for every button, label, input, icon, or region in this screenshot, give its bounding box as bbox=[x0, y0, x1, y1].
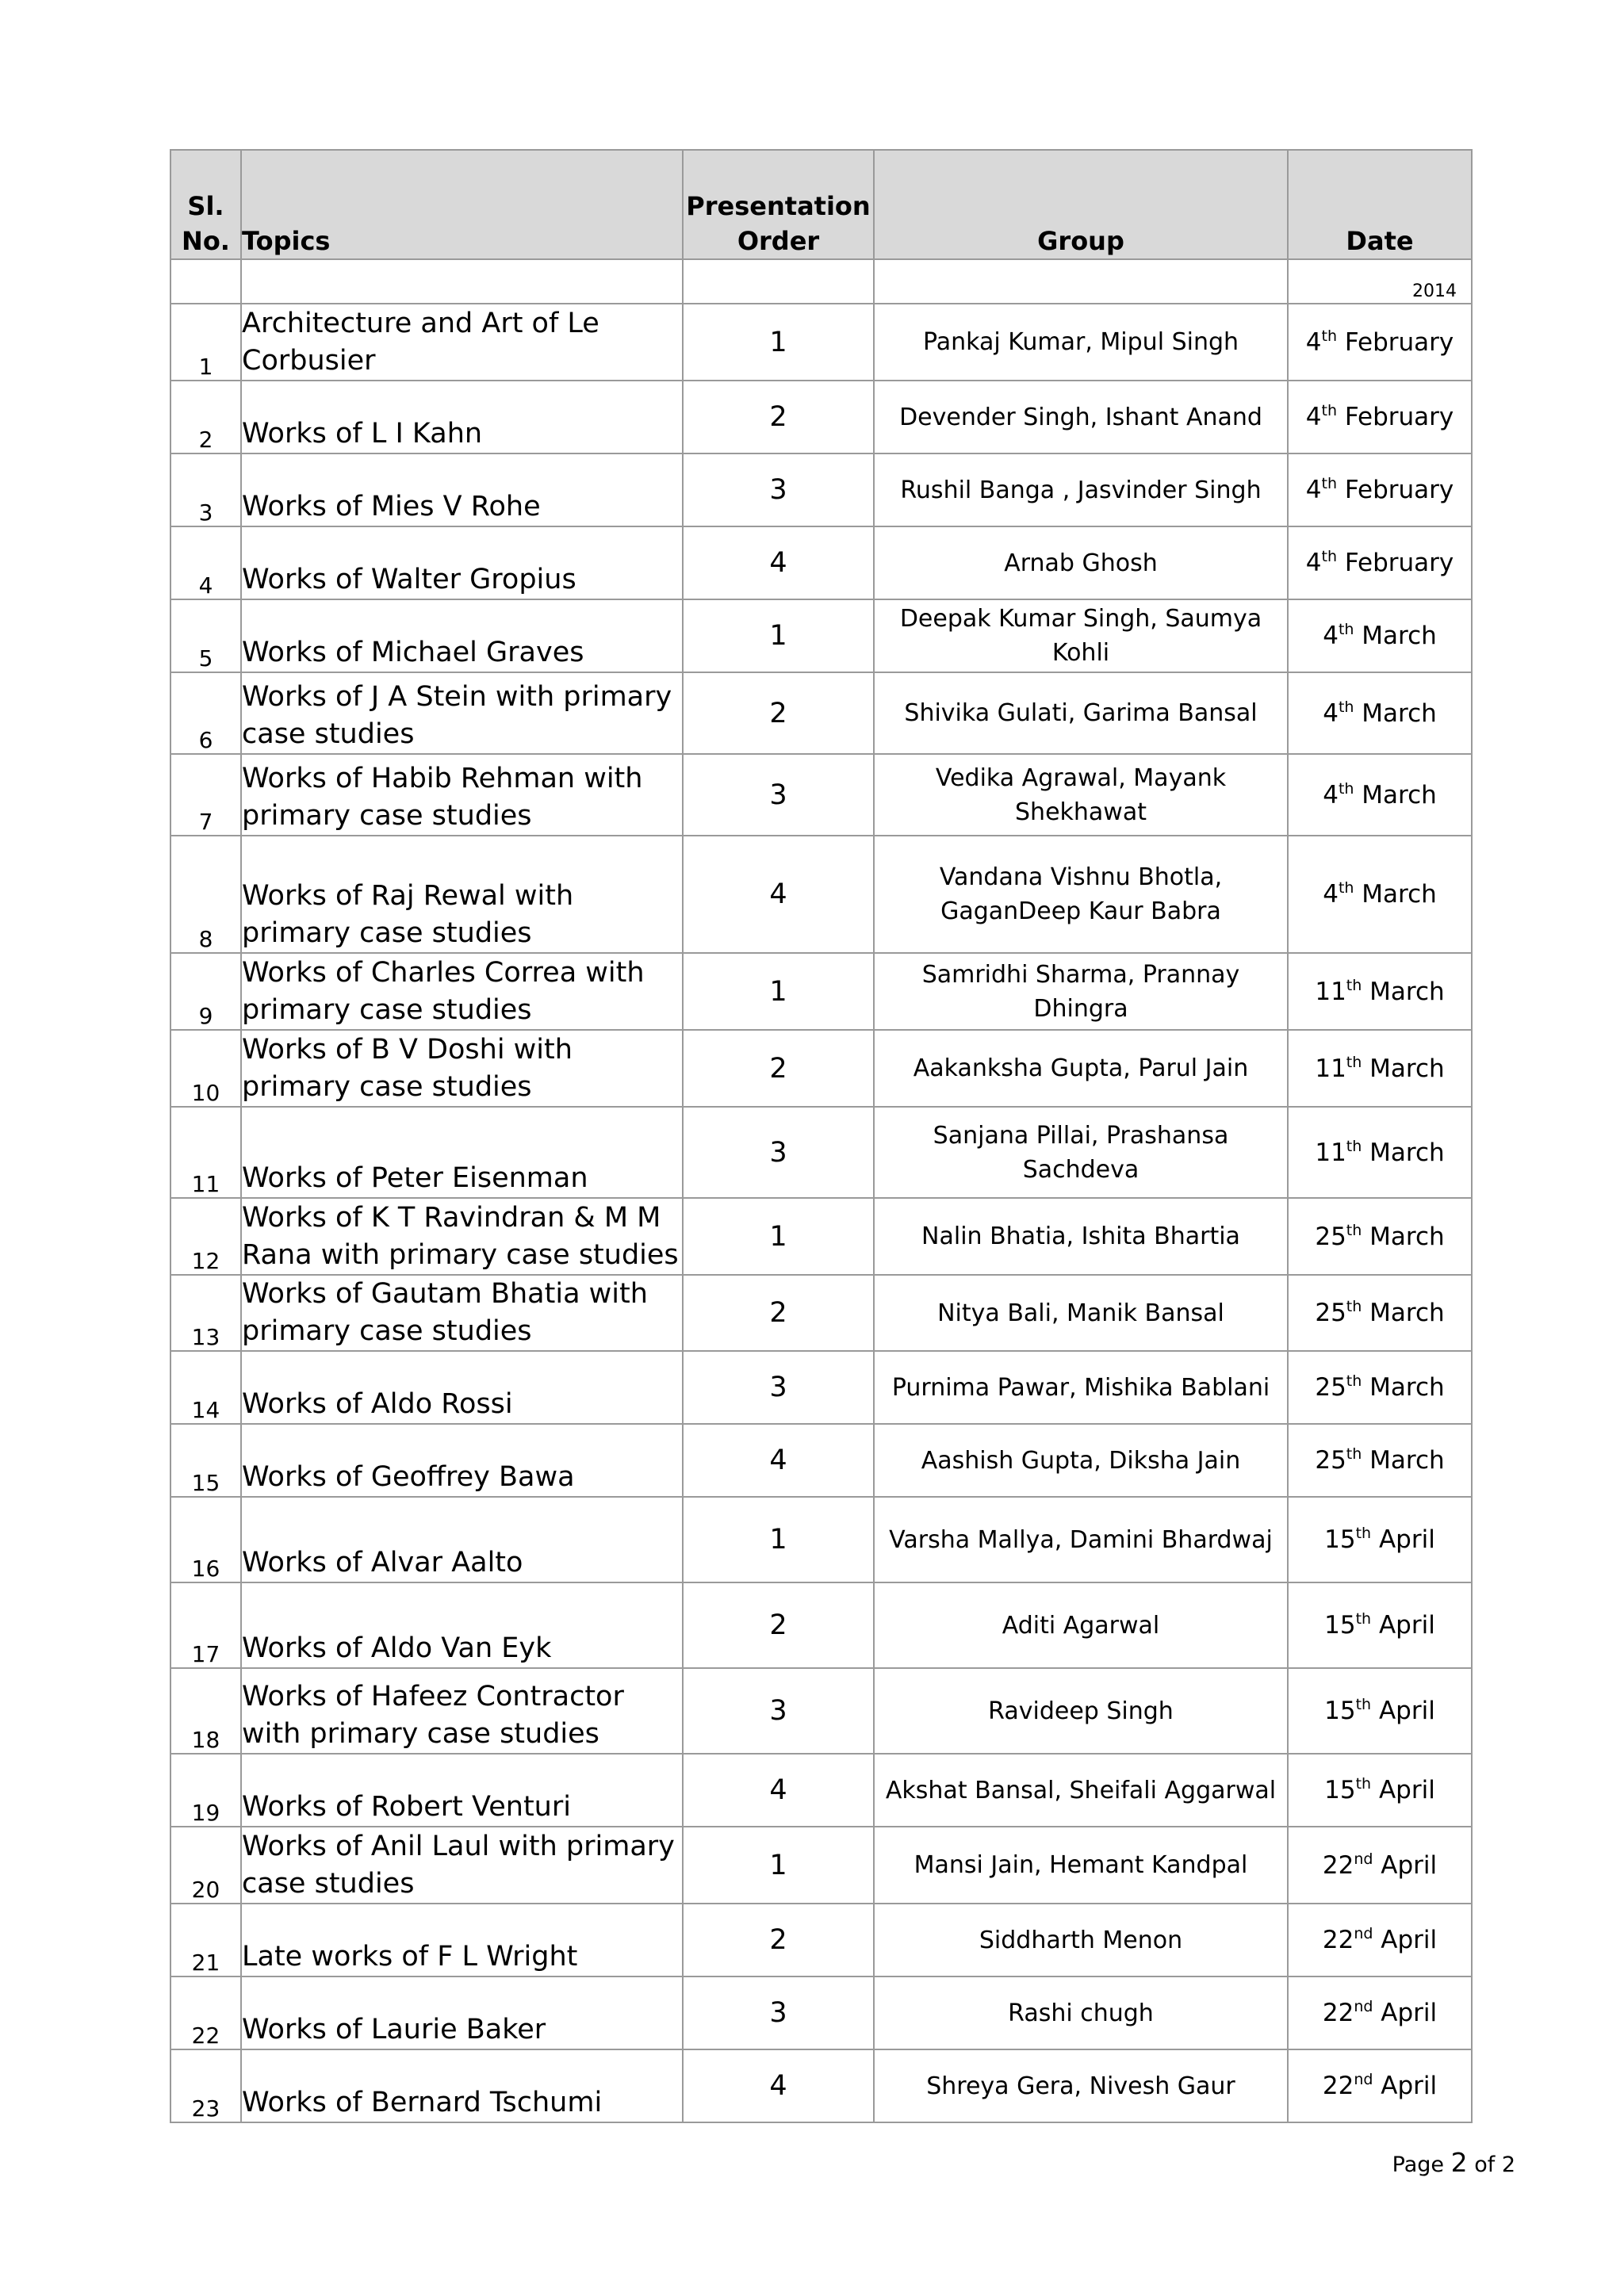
date-suffix: th bbox=[1355, 1525, 1372, 1542]
empty-cell bbox=[170, 259, 241, 304]
date-day: 25 bbox=[1315, 1299, 1346, 1327]
order-cell: 3 bbox=[683, 1351, 874, 1424]
date-cell bbox=[1288, 1904, 1472, 1976]
date-suffix: th bbox=[1321, 327, 1337, 345]
topic-cell: Works of Aldo Rossi bbox=[241, 1351, 683, 1424]
date-cell bbox=[1288, 2049, 1472, 2122]
table-row bbox=[170, 1275, 1472, 1351]
topic-cell: Works of Hafeez Contractor with primary case studies bbox=[241, 1668, 683, 1754]
date-month: February bbox=[1344, 549, 1454, 577]
group-cell: Aashish Gupta, Diksha Jain bbox=[874, 1424, 1288, 1497]
date-cell bbox=[1288, 1827, 1472, 1904]
order-cell: 2 bbox=[683, 672, 874, 754]
date-day: 22 bbox=[1322, 1926, 1354, 1954]
date-day: 4 bbox=[1305, 476, 1322, 504]
topic-cell: Works of Raj Rewal with primary case studies bbox=[241, 836, 683, 953]
date-day: 4 bbox=[1305, 549, 1322, 577]
header-date: Date bbox=[1288, 150, 1472, 259]
sl-no-cell: 22 bbox=[170, 1976, 241, 2049]
date-month: March bbox=[1369, 1138, 1445, 1167]
topic-cell: Works of Habib Rehman with primary case studies bbox=[241, 754, 683, 836]
sl-no-cell: 3 bbox=[170, 453, 241, 526]
date-month: April bbox=[1381, 1850, 1438, 1880]
date-cell bbox=[1288, 1976, 1472, 2049]
topic-cell: Works of K T Ravindran & M M Rana with primary case studies bbox=[241, 1198, 683, 1275]
date-cell bbox=[1288, 304, 1472, 381]
date-cell bbox=[1288, 1107, 1472, 1198]
table-row bbox=[170, 1904, 1472, 1976]
header-group: Group bbox=[874, 150, 1288, 259]
sl-no-cell: 19 bbox=[170, 1754, 241, 1827]
group-cell: Samridhi Sharma, Prannay Dhingra bbox=[874, 953, 1288, 1030]
sl-no-cell: 1 bbox=[170, 304, 241, 381]
topic-cell: Works of Aldo Van Eyk bbox=[241, 1582, 683, 1668]
sl-no-cell: 12 bbox=[170, 1198, 241, 1275]
table-row bbox=[170, 304, 1472, 381]
group-cell: Devender Singh, Ishant Anand bbox=[874, 381, 1288, 453]
date-cell bbox=[1288, 1351, 1472, 1424]
page-footer bbox=[1392, 2147, 1515, 2178]
order-cell: 1 bbox=[683, 1198, 874, 1275]
order-cell: 2 bbox=[683, 1030, 874, 1107]
group-cell: Vedika Agrawal, Mayank Shekhawat bbox=[874, 754, 1288, 836]
page-label: Page bbox=[1392, 2152, 1444, 2177]
table-row bbox=[170, 754, 1472, 836]
topic-cell: Works of Charles Correa with primary case studies bbox=[241, 953, 683, 1030]
order-cell: 2 bbox=[683, 381, 874, 453]
topic-cell: Late works of F L Wright bbox=[241, 1904, 683, 1976]
date-day: 22 bbox=[1322, 1850, 1354, 1880]
table-row bbox=[170, 526, 1472, 599]
order-cell: 1 bbox=[683, 953, 874, 1030]
date-month: March bbox=[1369, 977, 1445, 1006]
group-cell: Rashi chugh bbox=[874, 1976, 1288, 2049]
group-cell: Ravideep Singh bbox=[874, 1668, 1288, 1754]
sl-no-cell: 5 bbox=[170, 599, 241, 672]
topic-cell: Works of Peter Eisenman bbox=[241, 1107, 683, 1198]
order-cell: 4 bbox=[683, 2049, 874, 2122]
date-month: March bbox=[1362, 622, 1437, 650]
table-row bbox=[170, 1668, 1472, 1754]
year-row bbox=[170, 259, 1472, 304]
order-cell: 3 bbox=[683, 1976, 874, 2049]
order-cell: 3 bbox=[683, 754, 874, 836]
order-cell: 3 bbox=[683, 453, 874, 526]
date-month: February bbox=[1344, 327, 1454, 357]
date-suffix: th bbox=[1346, 1298, 1362, 1315]
date-suffix: nd bbox=[1354, 1925, 1373, 1942]
table-row bbox=[170, 1827, 1472, 1904]
page-number: 2 bbox=[1450, 2147, 1468, 2178]
sl-no-cell: 10 bbox=[170, 1030, 241, 1107]
group-cell: Aditi Agarwal bbox=[874, 1582, 1288, 1668]
group-cell: Arnab Ghosh bbox=[874, 526, 1288, 599]
sl-no-cell: 21 bbox=[170, 1904, 241, 1976]
date-month: April bbox=[1378, 1697, 1435, 1725]
date-suffix: th bbox=[1355, 1775, 1372, 1793]
order-cell: 3 bbox=[683, 1668, 874, 1754]
topic-cell: Works of L I Kahn bbox=[241, 381, 683, 453]
date-cell bbox=[1288, 836, 1472, 953]
topic-cell: Works of Bernard Tschumi bbox=[241, 2049, 683, 2122]
group-cell: Mansi Jain, Hemant Kandpal bbox=[874, 1827, 1288, 1904]
topic-cell: Works of Alvar Aalto bbox=[241, 1497, 683, 1582]
table-row bbox=[170, 453, 1472, 526]
sl-no-cell: 20 bbox=[170, 1827, 241, 1904]
table-row bbox=[170, 1198, 1472, 1275]
table-row bbox=[170, 836, 1472, 953]
date-day: 4 bbox=[1305, 403, 1322, 431]
date-suffix: th bbox=[1346, 1053, 1362, 1071]
order-cell: 1 bbox=[683, 1827, 874, 1904]
table-row bbox=[170, 1107, 1472, 1198]
topic-cell: Works of Laurie Baker bbox=[241, 1976, 683, 2049]
topic-cell: Works of Walter Gropius bbox=[241, 526, 683, 599]
date-suffix: nd bbox=[1354, 1998, 1373, 2015]
table-row bbox=[170, 1351, 1472, 1424]
sl-no-cell: 18 bbox=[170, 1668, 241, 1754]
date-cell bbox=[1288, 953, 1472, 1030]
group-cell: Nalin Bhatia, Ishita Bhartia bbox=[874, 1198, 1288, 1275]
date-cell bbox=[1288, 1198, 1472, 1275]
date-suffix: nd bbox=[1354, 1850, 1373, 1868]
sl-no-cell: 17 bbox=[170, 1582, 241, 1668]
date-suffix: th bbox=[1338, 879, 1354, 897]
topic-cell: Works of Geoffrey Bawa bbox=[241, 1424, 683, 1497]
total-pages: 2 bbox=[1501, 2152, 1515, 2177]
date-cell bbox=[1288, 599, 1472, 672]
date-day: 4 bbox=[1323, 880, 1339, 909]
sl-no-cell: 7 bbox=[170, 754, 241, 836]
date-day: 4 bbox=[1305, 327, 1322, 357]
topic-cell: Architecture and Art of Le Corbusier bbox=[241, 304, 683, 381]
empty-cell bbox=[241, 259, 683, 304]
date-month: March bbox=[1362, 880, 1437, 909]
date-cell bbox=[1288, 381, 1472, 453]
date-month: February bbox=[1344, 476, 1454, 504]
date-month: March bbox=[1369, 1054, 1445, 1083]
date-suffix: th bbox=[1338, 779, 1354, 798]
group-cell: Vandana Vishnu Bhotla, GaganDeep Kaur Babra bbox=[874, 836, 1288, 953]
date-day: 15 bbox=[1324, 1697, 1356, 1725]
topic-cell: Works of Gautam Bhatia with primary case studies bbox=[241, 1275, 683, 1351]
group-cell: Siddharth Menon bbox=[874, 1904, 1288, 1976]
sl-no-cell: 13 bbox=[170, 1275, 241, 1351]
sl-no-cell: 15 bbox=[170, 1424, 241, 1497]
date-day: 25 bbox=[1315, 1446, 1346, 1475]
date-month: March bbox=[1369, 1373, 1445, 1402]
date-cell bbox=[1288, 754, 1472, 836]
group-cell: Akshat Bansal, Sheifali Aggarwal bbox=[874, 1754, 1288, 1827]
empty-cell bbox=[874, 259, 1288, 304]
sl-no-cell: 14 bbox=[170, 1351, 241, 1424]
date-day: 22 bbox=[1322, 1999, 1354, 2027]
table-row bbox=[170, 1754, 1472, 1827]
date-month: March bbox=[1362, 780, 1437, 809]
date-suffix: th bbox=[1346, 1445, 1362, 1463]
topic-cell: Works of B V Doshi with primary case studies bbox=[241, 1030, 683, 1107]
group-cell: Sanjana Pillai, Prashansa Sachdeva bbox=[874, 1107, 1288, 1198]
order-cell: 1 bbox=[683, 599, 874, 672]
table-row bbox=[170, 1030, 1472, 1107]
order-cell: 2 bbox=[683, 1275, 874, 1351]
date-day: 4 bbox=[1323, 622, 1339, 650]
table-row bbox=[170, 2049, 1472, 2122]
date-month: March bbox=[1362, 698, 1437, 728]
order-cell: 4 bbox=[683, 836, 874, 953]
table-row bbox=[170, 1424, 1472, 1497]
sl-no-cell: 4 bbox=[170, 526, 241, 599]
date-day: 4 bbox=[1323, 698, 1339, 728]
group-cell: Deepak Kumar Singh, Saumya Kohli bbox=[874, 599, 1288, 672]
group-cell: Purnima Pawar, Mishika Bablani bbox=[874, 1351, 1288, 1424]
order-cell: 2 bbox=[683, 1904, 874, 1976]
date-cell bbox=[1288, 1497, 1472, 1582]
order-cell: 4 bbox=[683, 1424, 874, 1497]
sl-no-cell: 11 bbox=[170, 1107, 241, 1198]
date-month: April bbox=[1378, 1611, 1435, 1640]
date-month: April bbox=[1381, 1926, 1438, 1954]
date-day: 15 bbox=[1324, 1525, 1356, 1554]
group-cell: Nitya Bali, Manik Bansal bbox=[874, 1275, 1288, 1351]
order-cell: 1 bbox=[683, 1497, 874, 1582]
table-row bbox=[170, 1976, 1472, 2049]
date-day: 4 bbox=[1323, 780, 1339, 809]
date-suffix: th bbox=[1346, 1137, 1362, 1155]
date-month: April bbox=[1381, 1999, 1438, 2027]
group-cell: Pankaj Kumar, Mipul Singh bbox=[874, 304, 1288, 381]
date-suffix: th bbox=[1346, 1372, 1362, 1390]
empty-cell bbox=[683, 259, 874, 304]
date-cell bbox=[1288, 1275, 1472, 1351]
date-suffix: th bbox=[1321, 402, 1337, 419]
date-day: 25 bbox=[1315, 1373, 1346, 1402]
sl-no-cell: 8 bbox=[170, 836, 241, 953]
date-month: February bbox=[1344, 403, 1454, 431]
schedule-table bbox=[170, 149, 1473, 2123]
date-day: 11 bbox=[1315, 1138, 1346, 1167]
date-month: April bbox=[1378, 1776, 1435, 1804]
topic-cell: Works of J A Stein with primary case studies bbox=[241, 672, 683, 754]
date-day: 15 bbox=[1324, 1776, 1356, 1804]
date-month: March bbox=[1369, 1222, 1445, 1251]
table-row bbox=[170, 1582, 1472, 1668]
table-row bbox=[170, 599, 1472, 672]
date-cell bbox=[1288, 453, 1472, 526]
date-suffix: th bbox=[1346, 1221, 1362, 1239]
date-cell bbox=[1288, 672, 1472, 754]
date-cell bbox=[1288, 1754, 1472, 1827]
date-suffix: nd bbox=[1354, 2071, 1373, 2088]
date-day: 11 bbox=[1315, 1054, 1346, 1083]
date-month: March bbox=[1369, 1299, 1445, 1327]
sl-no-cell: 16 bbox=[170, 1497, 241, 1582]
table-row bbox=[170, 953, 1472, 1030]
group-cell: Aakanksha Gupta, Parul Jain bbox=[874, 1030, 1288, 1107]
topic-cell: Works of Anil Laul with primary case studies bbox=[241, 1827, 683, 1904]
date-suffix: th bbox=[1321, 475, 1337, 492]
date-suffix: th bbox=[1355, 1696, 1372, 1713]
date-suffix: th bbox=[1321, 548, 1337, 565]
group-cell: Varsha Mallya, Damini Bhardwaj bbox=[874, 1497, 1288, 1582]
table-row bbox=[170, 381, 1472, 453]
year-label: 2014 bbox=[1288, 259, 1472, 304]
of-label: of bbox=[1474, 2152, 1496, 2177]
header-row bbox=[170, 150, 1472, 259]
order-cell: 3 bbox=[683, 1107, 874, 1198]
date-cell bbox=[1288, 1582, 1472, 1668]
order-cell: 1 bbox=[683, 304, 874, 381]
date-suffix: th bbox=[1338, 698, 1354, 716]
date-cell bbox=[1288, 1030, 1472, 1107]
order-cell: 2 bbox=[683, 1582, 874, 1668]
topic-cell: Works of Mies V Rohe bbox=[241, 453, 683, 526]
sl-no-cell: 23 bbox=[170, 2049, 241, 2122]
group-cell: Rushil Banga , Jasvinder Singh bbox=[874, 453, 1288, 526]
date-suffix: th bbox=[1355, 1610, 1372, 1628]
sl-no-cell: 2 bbox=[170, 381, 241, 453]
sl-no-cell: 9 bbox=[170, 953, 241, 1030]
table-row bbox=[170, 672, 1472, 754]
date-day: 11 bbox=[1315, 977, 1346, 1006]
topic-cell: Works of Michael Graves bbox=[241, 599, 683, 672]
date-suffix: th bbox=[1338, 621, 1354, 638]
date-month: March bbox=[1369, 1446, 1445, 1475]
order-cell: 4 bbox=[683, 1754, 874, 1827]
date-suffix: th bbox=[1346, 976, 1362, 994]
group-cell: Shreya Gera, Nivesh Gaur bbox=[874, 2049, 1288, 2122]
date-month: April bbox=[1378, 1525, 1435, 1554]
topic-cell: Works of Robert Venturi bbox=[241, 1754, 683, 1827]
header-presentation-order: Presentation Order bbox=[683, 150, 874, 259]
date-cell bbox=[1288, 1668, 1472, 1754]
date-day: 25 bbox=[1315, 1222, 1346, 1251]
table-row bbox=[170, 1497, 1472, 1582]
header-topics: Topics bbox=[241, 150, 683, 259]
sl-no-cell: 6 bbox=[170, 672, 241, 754]
header-sl-no: Sl. No. bbox=[170, 150, 241, 259]
date-day: 22 bbox=[1322, 2072, 1354, 2100]
date-month: April bbox=[1381, 2072, 1438, 2100]
date-day: 15 bbox=[1324, 1611, 1356, 1640]
date-cell bbox=[1288, 1424, 1472, 1497]
group-cell: Shivika Gulati, Garima Bansal bbox=[874, 672, 1288, 754]
order-cell: 4 bbox=[683, 526, 874, 599]
date-cell bbox=[1288, 526, 1472, 599]
